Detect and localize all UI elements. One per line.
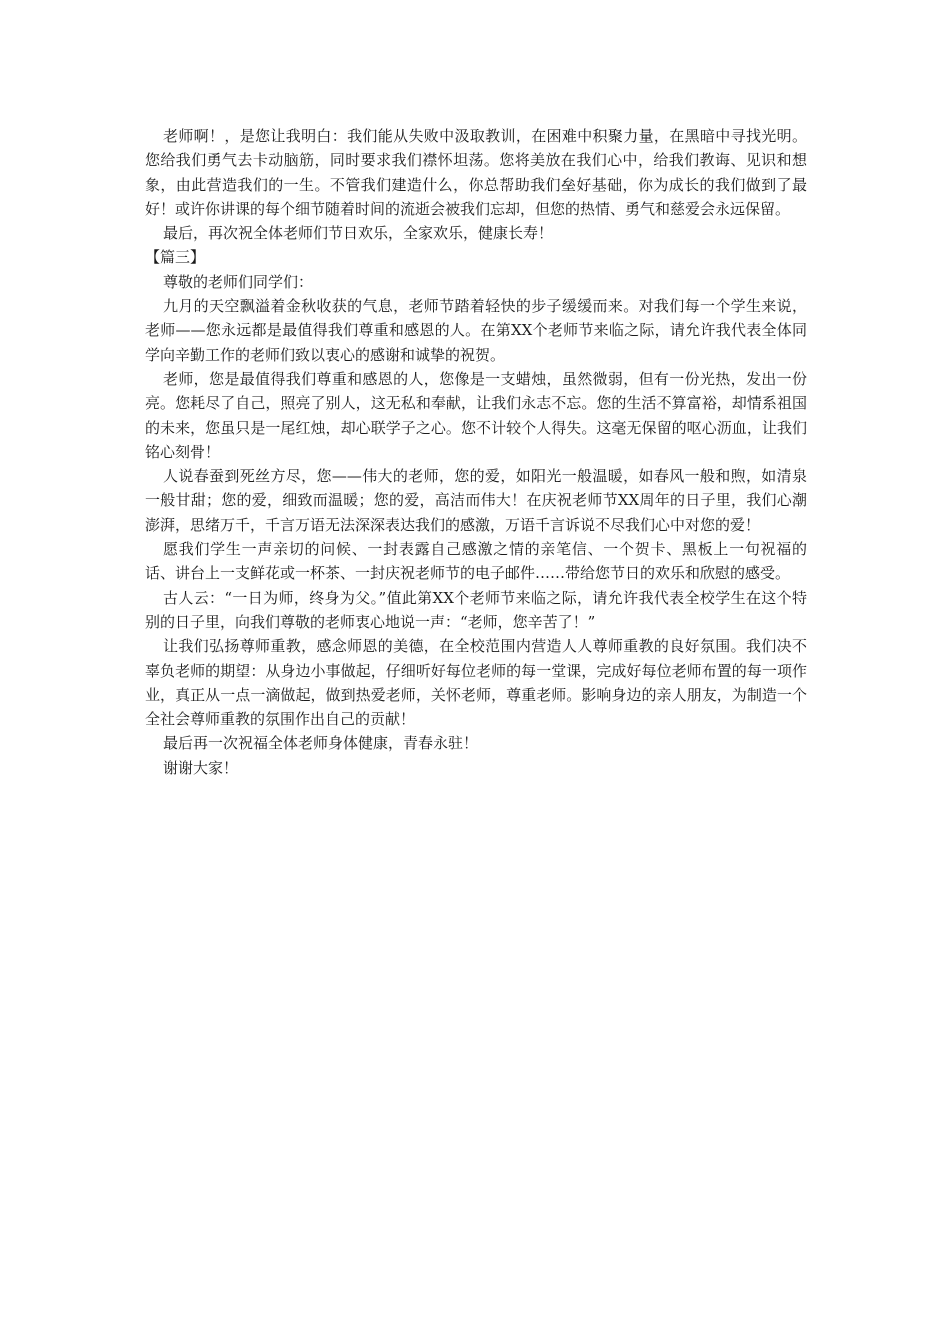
document-body: [145, 124, 807, 780]
paragraph: 老师，您是最值得我们尊重和感恩的人，您像是一支蜡烛，虽然微弱，但有一份光热，发出一份亮。您耗尽了自己，照亮了别人，这无私和奉献，让我们永志不忘。您的生活不算富裕，却情系祖国的未来，您虽只是一尾红烛，却心联学子之心。您不计较个人得失。这毫无保留的呕心沥血，让我们铭心刻骨！: [145, 369, 807, 461]
paragraph: 九月的天空飘溢着金秋收获的气息，老师节踏着轻快的步子缓缓而来。对我们每一个学生来说，老师——您永远都是最值得我们尊重和感恩的人。在第XX个老师节来临之际，请允许我代表全体同学向辛勤工作的老师们致以衷心的感谢和诚挚的祝贺。: [145, 297, 807, 364]
paragraph: 愿我们学生一声亲切的问候、一封表露自己感激之情的亲笔信、一个贺卡、黑板上一句祝福的话、讲台上一支鲜花或一杯茶、一封庆祝老师节的电子邮件……带给您节日的欢乐和欣慰的感受。: [145, 540, 807, 583]
paragraph: 最后，再次祝全体老师们节日欢乐，全家欢乐，健康长寿！: [163, 224, 554, 243]
paragraph: 最后再一次祝福全体老师身体健康，青春永驻！: [163, 734, 479, 753]
salutation: 尊敬的老师们同学们：: [163, 272, 314, 291]
paragraph: 人说春蚕到死丝方尽，您——伟大的老师，您的爱，如阳光一般温暖，如春风一般和煦，如清泉一般甘甜；您的爱，细致而温暖；您的爱，高洁而伟大！在庆祝老师节XX周年的日子里，我们心潮澎湃，思绪万千，千言万语无法深深表达我们的感激，万语千言诉说不尽我们心中对您的爱！: [145, 467, 807, 534]
paragraph: 古人云：“一日为师，终身为父。”值此第XX个老师节来临之际，请允许我代表全校学生在这个特别的日子里，向我们尊敬的老师衷心地说一声：“老师，您辛苦了！”: [145, 588, 807, 631]
paragraph: 老师啊！，是您让我明白：我们能从失败中汲取教训，在困难中积聚力量，在黑暗中寻找光明。您给我们勇气去卡动脑筋，同时要求我们襟怀坦荡。您将美放在我们心中，给我们教诲、见识和想象，由此营造我们的一生。不管我们建造什么，你总帮助我们垒好基础，你为成长的我们做到了最好！或许你讲课的每个细节随着时间的流逝会被我们忘却，但您的热情、勇气和慈爱会永远保留。: [145, 127, 807, 218]
section-heading: 【篇三】: [145, 248, 206, 267]
paragraph: 让我们弘扬尊师重教，感念师恩的美德，在全校范围内营造人人尊师重教的良好氛围。我们决不辜负老师的期望：从身边小事做起，仔细听好每位老师的每一堂课，完成好每位老师布置的每一项作业，真正从一点一滴做起，做到热爱老师，关怀老师，尊重老师。影响身边的亲人朋友，为制造一个全社会尊师重教的氛围作出自己的贡献！: [145, 637, 807, 729]
closing: 谢谢大家！: [163, 758, 239, 777]
